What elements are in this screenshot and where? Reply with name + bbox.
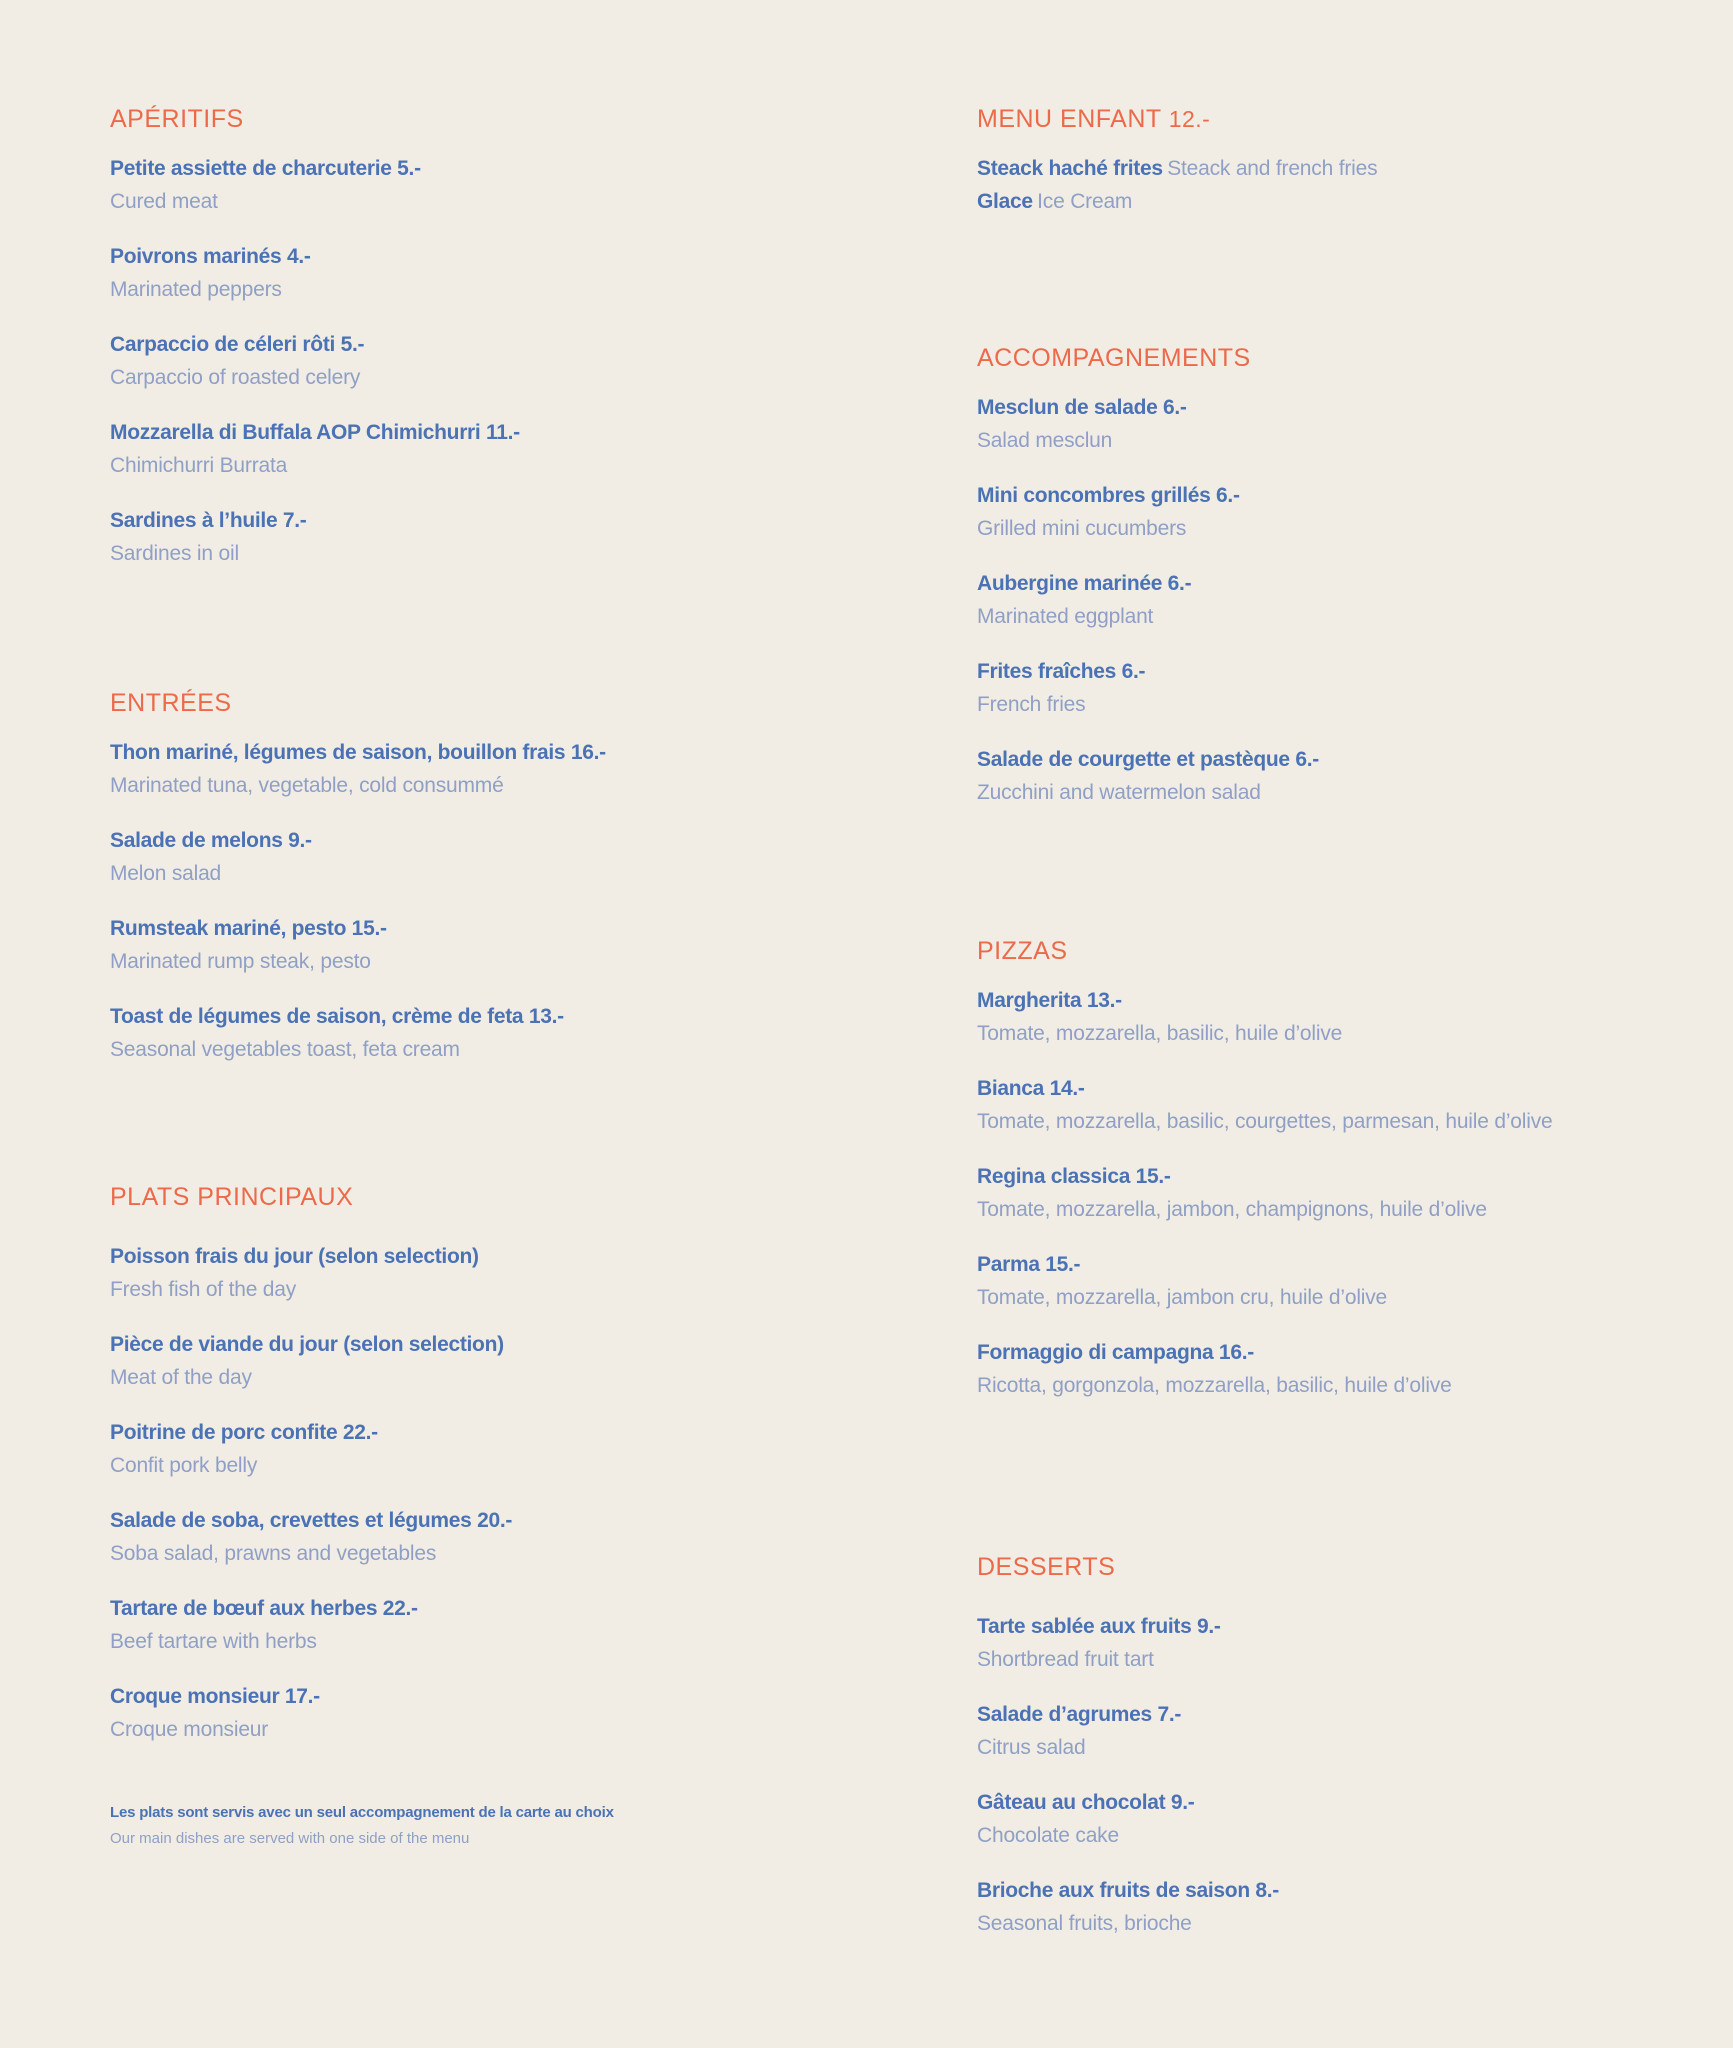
menu-item-title: Aubergine marinée 6.-	[977, 572, 1192, 595]
section-aperitifs	[110, 104, 870, 592]
footnote-fr: Les plats sont servis avec un seul accompagnement de la carte au choix	[110, 1804, 614, 1821]
menu-item-title: Bianca 14.-	[977, 1077, 1085, 1100]
menu-item	[977, 1874, 1733, 1940]
menu-item	[110, 152, 870, 218]
menu-item-title: Gâteau au chocolat 9.-	[977, 1791, 1195, 1814]
menu-item	[110, 416, 870, 482]
menu-item	[977, 655, 1733, 721]
menu-item-description: Beef tartare with herbs	[110, 1630, 317, 1653]
menu-item-title: Poivrons marinés 4.-	[110, 245, 311, 268]
menu-item	[110, 240, 870, 306]
menu-item-description: Citrus salad	[977, 1736, 1086, 1759]
menu-item	[110, 824, 870, 890]
menu-item-description: Croque monsieur	[110, 1718, 269, 1741]
menu-item-title: Salade de courgette et pastèque 6.-	[977, 748, 1319, 771]
menu-item	[110, 328, 870, 394]
menu-item-description: Fresh fish of the day	[110, 1278, 297, 1301]
menu-item-description: Seasonal fruits, brioche	[977, 1912, 1192, 1935]
menu-item	[977, 984, 1557, 1050]
menu-item	[977, 1072, 1557, 1138]
menu-item-description: Chimichurri Burrata	[110, 454, 288, 477]
menu-item	[110, 1592, 870, 1658]
section-desserts	[977, 1552, 1733, 1962]
menu-item	[977, 1160, 1557, 1226]
menu-item-title: Mozzarella di Buffala AOP Chimichurri 11.-	[110, 421, 520, 444]
menu-item-title: Sardines à l’huile 7.-	[110, 509, 307, 532]
section-heading-text: ENTRÉES	[110, 689, 232, 717]
section-plats-principaux	[110, 1182, 870, 1768]
menu-item-description: Zucchini and watermelon salad	[977, 781, 1261, 804]
section-heading-text: APÉRITIFS	[110, 105, 244, 133]
menu-item	[110, 1504, 870, 1570]
section-accompagnements	[977, 343, 1733, 831]
menu-item	[977, 479, 1733, 545]
footnote	[110, 1800, 870, 1852]
section-heading	[977, 936, 1557, 966]
menu-item	[110, 736, 870, 802]
menu-item-description: Ricotta, gorgonzola, mozzarella, basilic, huile d’olive	[977, 1374, 1452, 1397]
menu-item-description: Marinated eggplant	[977, 605, 1154, 628]
menu-item-description: Salad mesclun	[977, 429, 1113, 452]
section-heading	[110, 104, 870, 134]
menu-item	[110, 1000, 870, 1066]
menu-item-description: Carpaccio of roasted celery	[110, 366, 361, 389]
footnote-en: Our main dishes are served with one side of the menu	[110, 1830, 470, 1847]
menu-item	[110, 1328, 870, 1394]
menu-item-title: Formaggio di campagna 16.-	[977, 1341, 1254, 1364]
menu-item-description: Melon salad	[110, 862, 222, 885]
menu-item	[110, 912, 870, 978]
section-heading	[110, 1182, 870, 1212]
section-heading-text: DESSERTS	[977, 1553, 1116, 1581]
menu-item-description: Soba salad, prawns and vegetables	[110, 1542, 437, 1565]
menu-item-title: Parma 15.-	[977, 1253, 1081, 1276]
section-heading-text: PLATS PRINCIPAUX	[110, 1183, 354, 1211]
menu-item-title: Frites fraîches 6.-	[977, 660, 1146, 683]
section-heading	[977, 1552, 1733, 1582]
menu-item-description: Tomate, mozzarella, basilic, courgettes, parmesan, huile d’olive	[977, 1110, 1553, 1133]
menu-item-title: Mini concombres grillés 6.-	[977, 484, 1240, 507]
menu-item-description: Meat of the day	[110, 1366, 252, 1389]
menu-item-title: Regina classica 15.-	[977, 1165, 1171, 1188]
menu-item-description: Sardines in oil	[110, 542, 239, 565]
menu-item-title: Glace	[977, 190, 1033, 213]
menu-item-description: Marinated tuna, vegetable, cold consummé	[110, 774, 504, 797]
menu-item	[977, 391, 1733, 457]
menu-item-title: Salade de melons 9.-	[110, 829, 312, 852]
menu-item-title: Pièce de viande du jour (selon selection)	[110, 1333, 504, 1356]
menu-item	[977, 185, 1733, 218]
menu-item	[110, 504, 870, 570]
menu-item-description: Ice Cream	[1037, 190, 1133, 213]
menu-item	[977, 1248, 1557, 1314]
menu-item-title: Mesclun de salade 6.-	[977, 396, 1187, 419]
menu-item	[110, 1240, 870, 1306]
menu-item-title: Salade d’agrumes 7.-	[977, 1703, 1182, 1726]
section-price: 12.-	[1168, 106, 1211, 132]
menu-item-description: Tomate, mozzarella, jambon cru, huile d’olive	[977, 1286, 1388, 1309]
menu-item-title: Poitrine de porc confite 22.-	[110, 1421, 378, 1444]
menu-item	[977, 1336, 1557, 1402]
menu-item-description: Tomate, mozzarella, jambon, champignons, huile d’olive	[977, 1198, 1487, 1221]
menu-item-title: Carpaccio de céleri rôti 5.-	[110, 333, 365, 356]
menu-item-title: Rumsteak mariné, pesto 15.-	[110, 917, 387, 940]
menu-item-title: Toast de légumes de saison, crème de feta 13.-	[110, 1005, 564, 1028]
section-entrees	[110, 688, 870, 1088]
menu-item-title: Tarte sablée aux fruits 9.-	[977, 1615, 1221, 1638]
menu-item-description: Seasonal vegetables toast, feta cream	[110, 1038, 460, 1061]
menu-item-description: Marinated peppers	[110, 278, 282, 301]
menu-item	[977, 743, 1733, 809]
menu-item-description: Marinated rump steak, pesto	[110, 950, 371, 973]
menu-item-title: Steack haché frites	[977, 157, 1163, 180]
menu-item-title: Tartare de bœuf aux herbes 22.-	[110, 1597, 418, 1620]
menu-item-title: Brioche aux fruits de saison 8.-	[977, 1879, 1279, 1902]
menu-item-description: Cured meat	[110, 190, 218, 213]
menu-item-title: Petite assiette de charcuterie 5.-	[110, 157, 421, 180]
menu-item-title: Salade de soba, crevettes et légumes 20.-	[110, 1509, 513, 1532]
section-heading-text: MENU ENFANT	[977, 105, 1162, 133]
section-heading	[977, 343, 1733, 373]
menu-item	[110, 1680, 870, 1746]
menu-item-title: Margherita 13.-	[977, 989, 1122, 1012]
menu-item-description: French fries	[977, 693, 1086, 716]
menu-item	[110, 1416, 870, 1482]
menu-item-title: Croque monsieur 17.-	[110, 1685, 320, 1708]
menu-item-title: Poisson frais du jour (selon selection)	[110, 1245, 479, 1268]
menu-item-title: Thon mariné, légumes de saison, bouillon frais 16.-	[110, 741, 606, 764]
section-heading-text: PIZZAS	[977, 937, 1068, 965]
menu-item-description: Grilled mini cucumbers	[977, 517, 1187, 540]
menu-item-description: Confit pork belly	[110, 1454, 258, 1477]
menu-item	[977, 1698, 1733, 1764]
menu-item-description: Chocolate cake	[977, 1824, 1119, 1847]
menu-item-description: Steack and french fries	[1167, 157, 1378, 180]
section-pizzas	[977, 936, 1557, 1424]
menu-item-description: Shortbread fruit tart	[977, 1648, 1154, 1671]
section-heading	[977, 104, 1733, 134]
section-heading	[110, 688, 870, 718]
menu-item	[977, 1610, 1733, 1676]
section-menu-enfant	[977, 104, 1733, 218]
menu-item	[977, 1786, 1733, 1852]
section-heading-text: ACCOMPAGNEMENTS	[977, 344, 1251, 372]
menu-item	[977, 152, 1733, 185]
menu-item-description: Tomate, mozzarella, basilic, huile d’olive	[977, 1022, 1343, 1045]
menu-item	[977, 567, 1733, 633]
